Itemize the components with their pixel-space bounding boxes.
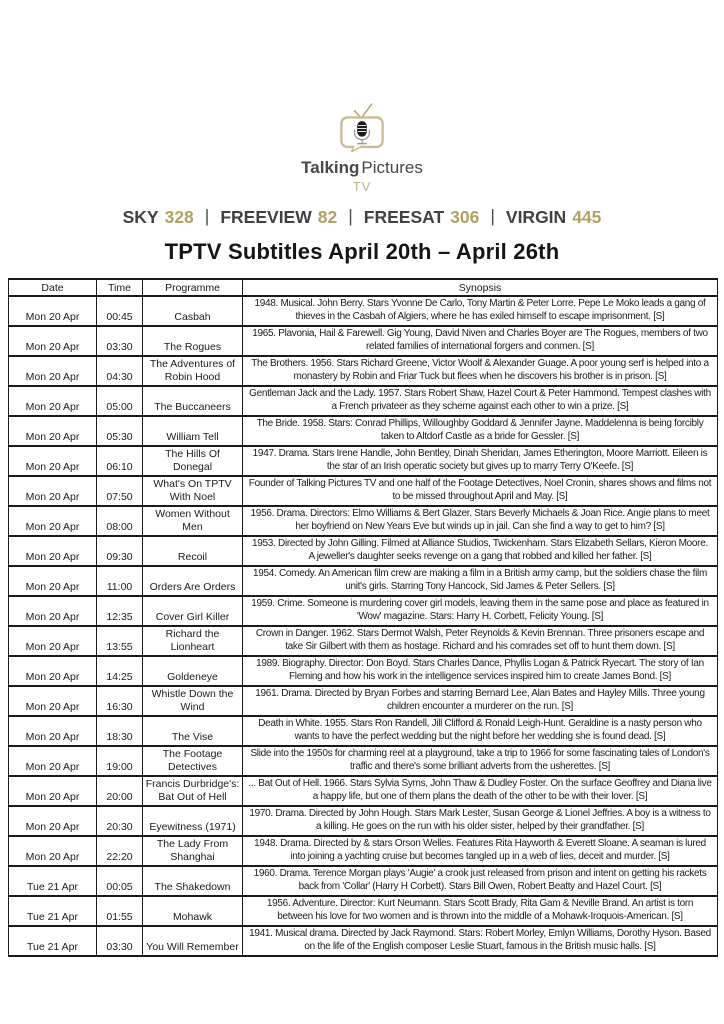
- synopsis-cell: 1959. Crime. Someone is murdering cover girl models, leaving them in the same pose and place as featured in 'Wow' magazine. Stars: Harry H. Corbett, Felicity Young. [S]: [243, 596, 718, 626]
- table-row: [9, 356, 718, 386]
- brand-name-bold: Talking: [301, 158, 360, 177]
- brand-name-regular: Pictures: [361, 158, 423, 177]
- table-row: [9, 386, 718, 416]
- programme-cell: The Footage Detectives: [143, 746, 243, 776]
- programme-cell: You Will Remember: [143, 926, 243, 956]
- page-title: TPTV Subtitles April 20th – April 26th: [164, 239, 560, 265]
- table-row: [9, 626, 718, 656]
- table-header-row: [9, 279, 718, 296]
- time-cell: 03:30: [97, 926, 143, 956]
- date-cell: Mon 20 Apr: [9, 326, 97, 356]
- channel-separator: |: [348, 205, 353, 226]
- channel-name: SKY: [122, 206, 159, 227]
- table-row: [9, 536, 718, 566]
- table-row: [9, 806, 718, 836]
- synopsis-cell: 1941. Musical drama. Directed by Jack Raymond. Stars: Robert Morley, Emlyn Williams, Dorothy Hyson. Based on the life of the English composer Leslie Stuart, famous in the British music halls. [S]: [243, 926, 718, 956]
- date-cell: Mon 20 Apr: [9, 566, 97, 596]
- programme-cell: Goldeneye: [143, 656, 243, 686]
- time-cell: 16:30: [97, 686, 143, 716]
- channel-number: 328: [164, 206, 194, 227]
- synopsis-cell: 1948. Musical. John Berry. Stars Yvonne De Carlo, Tony Martin & Peter Lorre. Pepe Le Moko leads a gang of thieves in the Casbah of Algiers, where he has exiled himself to escape imprisonment. [S]: [243, 296, 718, 326]
- synopsis-cell: 1947. Drama. Stars Irene Handle, John Bentley, Dinah Sheridan, James Etherington, Moore Marriott. Eileen is the star of an Irish operatic society but gives up to marry Terry O'Keefe. [S]: [243, 446, 718, 476]
- table-row: [9, 446, 718, 476]
- date-cell: Mon 20 Apr: [9, 746, 97, 776]
- programme-cell: The Hills Of Donegal: [143, 446, 243, 476]
- table-row: [9, 716, 718, 746]
- column-header-date: Date: [9, 279, 97, 296]
- programme-cell: The Adventures of Robin Hood: [143, 356, 243, 386]
- programme-cell: Francis Durbridge's: Bat Out of Hell: [143, 776, 243, 806]
- channel-separator: |: [204, 205, 210, 226]
- time-cell: 07:50: [97, 476, 143, 506]
- schedule-table: [8, 278, 718, 957]
- programme-cell: The Buccaneers: [143, 386, 243, 416]
- synopsis-cell: Death in White. 1955. Stars Ron Randell, Jill Clifford & Ronald Leigh-Hunt. Geraldine is a nasty person who wants to have the perfect wedding but the night before her wedding she is found dead. [S]: [243, 716, 718, 746]
- channel-item: [194, 205, 338, 227]
- date-cell: Mon 20 Apr: [9, 656, 97, 686]
- channel-name: VIRGIN: [505, 206, 567, 227]
- date-cell: Mon 20 Apr: [9, 596, 97, 626]
- time-cell: 11:00: [97, 566, 143, 596]
- date-cell: Mon 20 Apr: [9, 356, 97, 386]
- programme-cell: Richard the Lionheart: [143, 626, 243, 656]
- time-cell: 04:30: [97, 356, 143, 386]
- column-header-synopsis: Synopsis: [243, 279, 718, 296]
- date-cell: Tue 21 Apr: [9, 896, 97, 926]
- table-row: [9, 416, 718, 446]
- synopsis-cell: Founder of Talking Pictures TV and one half of the Footage Detectives, Noel Cronin, shares shows and films not to be missed throughout April and May. [S]: [243, 476, 718, 506]
- time-cell: 20:30: [97, 806, 143, 836]
- synopsis-cell: 1989. Biography. Director: Don Boyd. Stars Charles Dance, Phyllis Logan & Patrick Ryecart. The story of Ian Fleming and how his work in the intelligence services inspired him to create James Bond. [S]: [243, 656, 718, 686]
- table-row: [9, 746, 718, 776]
- programme-cell: Women Without Men: [143, 506, 243, 536]
- date-cell: Mon 20 Apr: [9, 626, 97, 656]
- synopsis-cell: 1948. Drama. Directed by & stars Orson Welles. Features Rita Hayworth & Everett Sloane. A seaman is lured into joining a yachting cruise but becomes tangled up in a web of lies, deceit and murder. [S]: [243, 836, 718, 866]
- time-cell: 20:00: [97, 776, 143, 806]
- programme-cell: Cover Girl Killer: [143, 596, 243, 626]
- programme-cell: Whistle Down the Wind: [143, 686, 243, 716]
- channel-bar: [0, 205, 724, 227]
- programme-cell: The Shakedown: [143, 866, 243, 896]
- time-cell: 00:05: [97, 866, 143, 896]
- synopsis-cell: The Brothers. 1956. Stars Richard Greene, Victor Woolf & Alexander Guage. A poor young serf is helped into a monastery by Robin and Friar Tuck but flees when he discovers his brother is in prison. [S]: [243, 356, 718, 386]
- date-cell: Mon 20 Apr: [9, 506, 97, 536]
- table-row: [9, 596, 718, 626]
- time-cell: 19:00: [97, 746, 143, 776]
- time-cell: 06:10: [97, 446, 143, 476]
- synopsis-cell: Slide into the 1950s for charming reel at a playground, take a trip to 1966 for some fascinating tales of London's traffic and there's some brilliant adverts from the usherettes. [S]: [243, 746, 718, 776]
- time-cell: 03:30: [97, 326, 143, 356]
- programme-cell: The Vise: [143, 716, 243, 746]
- synopsis-cell: Gentleman Jack and the Lady. 1957. Stars Robert Shaw, Hazel Court & Peter Hammond. Tempest clashes with a French privateer as they scheme against each other to win a prize. [S]: [243, 386, 718, 416]
- time-cell: 05:30: [97, 416, 143, 446]
- synopsis-cell: The Bride. 1958. Stars: Conrad Phillips, Willoughby Goddard & Jennifer Jayne. Maddelenna is being forcibly taken to Altdorf Castle as a bride for Gessler. [S]: [243, 416, 718, 446]
- column-header-programme: Programme: [143, 279, 243, 296]
- date-cell: Mon 20 Apr: [9, 536, 97, 566]
- date-cell: Mon 20 Apr: [9, 686, 97, 716]
- channel-item: [479, 205, 602, 227]
- channel-number: 445: [572, 206, 602, 227]
- programme-cell: The Rogues: [143, 326, 243, 356]
- synopsis-cell: 1956. Adventure. Director: Kurt Neumann. Stars Scott Brady, Rita Gam & Neville Brand. An artist is torn between his love for two women and is thrown into the middle of a Mohawk-Iroquois-American. [S]: [243, 896, 718, 926]
- synopsis-cell: 1953. Directed by John Gilling. Filmed at Alliance Studios, Twickenham. Stars Elizabeth Sellars, Kieron Moore. A jeweller's daughter seeks revenge on a gang that robbed and killed her father. [S]: [243, 536, 718, 566]
- table-row: [9, 926, 718, 956]
- table-row: [9, 296, 718, 326]
- date-cell: Mon 20 Apr: [9, 806, 97, 836]
- programme-cell: Casbah: [143, 296, 243, 326]
- date-cell: Mon 20 Apr: [9, 386, 97, 416]
- time-cell: 09:30: [97, 536, 143, 566]
- date-cell: Tue 21 Apr: [9, 866, 97, 896]
- programme-cell: Eyewitness (1971): [143, 806, 243, 836]
- table-row: [9, 896, 718, 926]
- synopsis-cell: 1965. Plavonia, Hail & Farewell. Gig Young, David Niven and Charles Boyer are The Rogues, members of two related families of international forgers and conmen. [S]: [243, 326, 718, 356]
- programme-cell: Orders Are Orders: [143, 566, 243, 596]
- table-row: [9, 656, 718, 686]
- time-cell: 08:00: [97, 506, 143, 536]
- date-cell: Mon 20 Apr: [9, 476, 97, 506]
- brand-tv-label: TV: [352, 178, 372, 194]
- date-cell: Mon 20 Apr: [9, 836, 97, 866]
- date-cell: Mon 20 Apr: [9, 716, 97, 746]
- synopsis-cell: Crown in Danger. 1962. Stars Dermot Walsh, Peter Reynolds & Kevin Brennan. Three prisoners escape and take Sir Gilbert with them as hostage. Richard and his comrades set off to hunt them down. [S]: [243, 626, 718, 656]
- channel-item: [337, 205, 480, 227]
- date-cell: Mon 20 Apr: [9, 446, 97, 476]
- date-cell: Mon 20 Apr: [9, 416, 97, 446]
- channel-name: FREESAT: [363, 206, 445, 227]
- synopsis-cell: 1970. Drama. Directed by John Hough. Stars Mark Lester, Susan George & Lionel Jeffries. A boy is a witness to a killing. He goes on the run with his older sister, helped by their grandfather. [S]: [243, 806, 718, 836]
- synopsis-cell: 1954. Comedy. An American film crew are making a film in a British army camp, but the soldiers chase the film unit's girls. Starring Tony Hancock, Sid James & Peter Sellers. [S]: [243, 566, 718, 596]
- synopsis-cell: ... Bat Out of Hell. 1966. Stars Sylvia Syms, John Thaw & Dudley Foster. On the surface Geoffrey and Diana live a happy life, but one of them plans the death of the other to be with their lover. [S]: [243, 776, 718, 806]
- programme-cell: The Lady From Shanghai: [143, 836, 243, 866]
- channel-number: 82: [317, 206, 338, 227]
- date-cell: Tue 21 Apr: [9, 926, 97, 956]
- table-row: [9, 866, 718, 896]
- channel-number: 306: [450, 206, 480, 227]
- programme-cell: William Tell: [143, 416, 243, 446]
- time-cell: 00:45: [97, 296, 143, 326]
- time-cell: 12:35: [97, 596, 143, 626]
- time-cell: 05:00: [97, 386, 143, 416]
- time-cell: 13:55: [97, 626, 143, 656]
- synopsis-cell: 1956. Drama. Directors: Elmo Williams & Bert Glazer. Stars Beverly Michaels & Joan Rice. Angie plans to meet her boyfriend on New Years Eve but winds up in jail. Can she find a way to get to him? [S]: [243, 506, 718, 536]
- table-row: [9, 686, 718, 716]
- channel-name: FREEVIEW: [220, 206, 312, 227]
- programme-cell: Recoil: [143, 536, 243, 566]
- channel-separator: |: [490, 205, 495, 226]
- date-cell: Mon 20 Apr: [9, 776, 97, 806]
- table-row: [9, 326, 718, 356]
- date-cell: Mon 20 Apr: [9, 296, 97, 326]
- column-header-time: Time: [97, 279, 143, 296]
- synopsis-cell: 1960. Drama. Terence Morgan plays 'Augie' a crook just released from prison and intent on getting his rackets back from 'Collar' (Harry H Corbett). Stars Bill Owen, Robert Beatty and Hazel Court. [S]: [243, 866, 718, 896]
- table-row: [9, 506, 718, 536]
- brand-name: [0, 159, 724, 178]
- talking-pictures-logo: [0, 102, 724, 194]
- time-cell: 14:25: [97, 656, 143, 686]
- table-row: [9, 776, 718, 806]
- time-cell: 22:20: [97, 836, 143, 866]
- programme-cell: What's On TPTV With Noel: [143, 476, 243, 506]
- time-cell: 18:30: [97, 716, 143, 746]
- table-row: [9, 836, 718, 866]
- time-cell: 01:55: [97, 896, 143, 926]
- table-row: [9, 566, 718, 596]
- programme-cell: Mohawk: [143, 896, 243, 926]
- table-row: [9, 476, 718, 506]
- channel-item: [122, 206, 194, 227]
- tv-microphone-icon: [325, 102, 399, 155]
- page-header: [0, 0, 724, 265]
- synopsis-cell: 1961. Drama. Directed by Bryan Forbes and starring Bernard Lee, Alan Bates and Hayley Mills. Three young children encounter a murderer on the run. [S]: [243, 686, 718, 716]
